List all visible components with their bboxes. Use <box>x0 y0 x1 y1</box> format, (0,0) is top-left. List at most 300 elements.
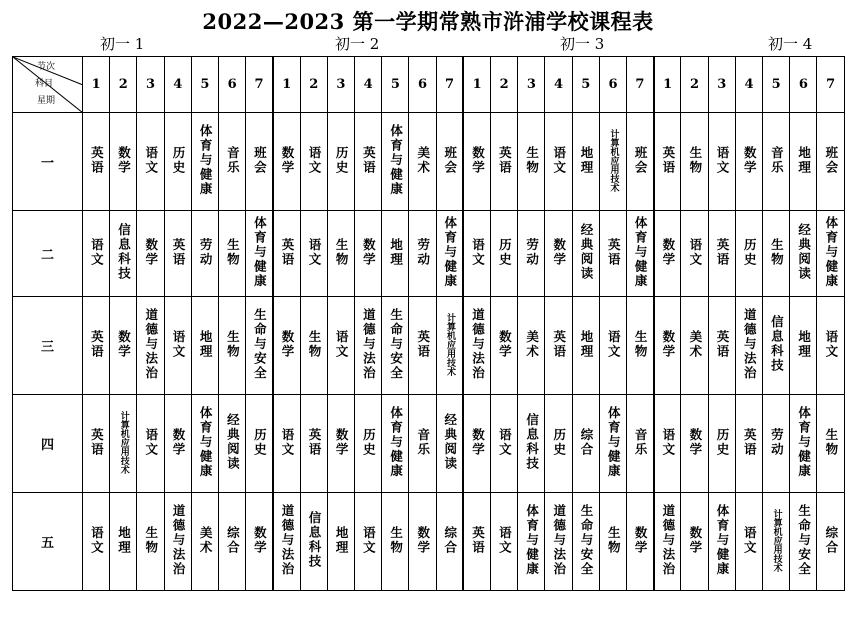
period-number: 2 <box>300 57 327 113</box>
subject-name: 信息科技 <box>769 315 785 373</box>
subject-name: 计算机应用技术 <box>444 312 455 376</box>
period-number: 4 <box>164 57 191 113</box>
subject-name: 历史 <box>170 145 186 175</box>
subject-cell <box>164 297 191 395</box>
subject-cell <box>436 493 463 591</box>
subject-name: 数学 <box>742 145 758 175</box>
corner-subject-label: 科目 <box>35 79 54 89</box>
subject-name: 地理 <box>579 145 594 175</box>
subject-cell <box>599 493 626 591</box>
subject-cell <box>463 395 490 493</box>
subject-cell <box>708 493 735 591</box>
subject-name: 历史 <box>551 427 567 457</box>
subject-cell <box>355 113 382 211</box>
subject-cell <box>463 113 490 211</box>
subject-name: 经典阅读 <box>579 223 594 281</box>
period-number: 3 <box>327 57 354 113</box>
subject-cell <box>599 113 626 211</box>
subject-name: 数学 <box>470 427 486 457</box>
period-number: 5 <box>382 57 409 113</box>
subject-cell <box>137 113 164 211</box>
subject-name: 数学 <box>334 427 350 457</box>
subject-cell <box>735 297 762 395</box>
subject-cell <box>327 493 354 591</box>
subject-cell <box>763 211 790 297</box>
subject-cell <box>627 297 654 395</box>
subject-cell <box>735 395 762 493</box>
subject-name: 数学 <box>633 525 649 555</box>
subject-cell <box>763 297 790 395</box>
subject-name: 语文 <box>551 145 567 175</box>
subject-cell <box>654 297 681 395</box>
subject-name: 体育与健康 <box>388 405 404 479</box>
subject-name: 英语 <box>742 427 758 457</box>
subject-name: 道德与法治 <box>170 503 186 577</box>
subject-name: 体育与健康 <box>442 215 458 289</box>
subject-cell <box>273 113 300 211</box>
subject-name: 美术 <box>415 145 431 175</box>
subject-name: 语文 <box>606 329 622 359</box>
subject-name: 体育与健康 <box>715 503 731 577</box>
subject-name: 数学 <box>415 525 431 555</box>
subject-name: 道德与法治 <box>742 307 758 381</box>
subject-cell <box>164 113 191 211</box>
subject-cell <box>300 211 327 297</box>
weekday-label: 五 <box>13 493 83 591</box>
subject-name: 语文 <box>334 329 350 359</box>
subject-name: 生物 <box>225 237 241 267</box>
subject-cell <box>681 211 708 297</box>
subject-name: 历史 <box>361 427 377 457</box>
period-number: 1 <box>654 57 681 113</box>
subject-name: 道德与法治 <box>660 503 676 577</box>
class-label-4: 初一 4 <box>768 35 813 53</box>
day-row <box>13 395 845 493</box>
subject-cell <box>627 211 654 297</box>
subject-cell <box>436 395 463 493</box>
subject-name: 语文 <box>715 145 731 175</box>
subject-name: 生命与安全 <box>796 503 812 577</box>
subject-cell <box>790 113 817 211</box>
subject-name: 音乐 <box>769 145 785 175</box>
class-label-1: 初一 1 <box>100 35 145 53</box>
subject-cell <box>436 113 463 211</box>
subject-name: 英语 <box>715 237 731 267</box>
subject-name: 体育与健康 <box>252 215 268 289</box>
subject-cell <box>246 493 273 591</box>
subject-name: 英语 <box>89 427 105 457</box>
subject-name: 英语 <box>660 145 676 175</box>
subject-name: 语文 <box>143 427 159 457</box>
subject-name: 生物 <box>606 525 622 555</box>
subject-name: 经典阅读 <box>796 223 812 281</box>
subject-name: 生命与安全 <box>579 503 594 577</box>
period-number: 4 <box>545 57 572 113</box>
subject-name: 体育与健康 <box>823 215 839 289</box>
subject-name: 数学 <box>687 427 703 457</box>
period-number: 6 <box>790 57 817 113</box>
period-number: 7 <box>436 57 463 113</box>
class-label-2: 初一 2 <box>335 35 380 53</box>
subject-name: 音乐 <box>415 427 431 457</box>
period-number: 1 <box>273 57 300 113</box>
subject-name: 数学 <box>660 237 676 267</box>
corner-header <box>13 57 83 113</box>
subject-name: 劳动 <box>524 237 540 267</box>
period-number: 7 <box>246 57 273 113</box>
subject-name: 英语 <box>470 525 486 555</box>
day-row <box>13 493 845 591</box>
subject-cell <box>463 297 490 395</box>
subject-cell <box>409 113 436 211</box>
subject-name: 经典阅读 <box>225 413 241 471</box>
subject-name: 体育与健康 <box>388 123 404 197</box>
subject-cell <box>790 211 817 297</box>
subject-name: 历史 <box>497 237 513 267</box>
subject-name: 数学 <box>170 427 186 457</box>
subject-name: 劳动 <box>415 237 431 267</box>
subject-name: 生物 <box>687 145 703 175</box>
period-number: 6 <box>599 57 626 113</box>
subject-cell <box>246 113 273 211</box>
subject-cell <box>83 113 110 211</box>
subject-name: 生物 <box>306 329 322 359</box>
subject-name: 英语 <box>551 329 567 359</box>
subject-cell <box>164 211 191 297</box>
subject-cell <box>219 493 246 591</box>
subject-cell <box>518 395 545 493</box>
subject-name: 道德与法治 <box>361 307 377 381</box>
subject-cell <box>681 297 708 395</box>
subject-cell <box>137 297 164 395</box>
subject-name: 英语 <box>715 329 731 359</box>
subject-cell <box>83 297 110 395</box>
subject-cell <box>545 211 572 297</box>
subject-cell <box>191 113 218 211</box>
subject-name: 语文 <box>89 525 105 555</box>
day-row <box>13 211 845 297</box>
subject-cell <box>572 113 599 211</box>
subject-cell <box>763 395 790 493</box>
subject-cell <box>355 395 382 493</box>
day-row <box>13 113 845 211</box>
subject-cell <box>763 493 790 591</box>
subject-cell <box>110 395 137 493</box>
subject-name: 计算机应用技术 <box>608 128 619 192</box>
period-number: 1 <box>83 57 110 113</box>
subject-name: 英语 <box>89 145 105 175</box>
subject-name: 生物 <box>823 427 839 457</box>
period-number: 1 <box>463 57 490 113</box>
class-label-3: 初一 3 <box>560 35 605 53</box>
subject-cell <box>273 211 300 297</box>
subject-cell <box>518 211 545 297</box>
subject-cell <box>246 297 273 395</box>
subject-name: 数学 <box>116 329 132 359</box>
subject-cell <box>191 297 218 395</box>
subject-cell <box>545 493 572 591</box>
weekday-label: 三 <box>13 297 83 395</box>
subject-name: 计算机应用技术 <box>771 508 782 572</box>
subject-cell <box>763 113 790 211</box>
subject-name: 数学 <box>497 329 513 359</box>
subject-cell <box>817 395 844 493</box>
subject-cell <box>708 113 735 211</box>
subject-cell <box>355 297 382 395</box>
subject-cell <box>735 211 762 297</box>
subject-cell <box>790 395 817 493</box>
subject-cell <box>572 297 599 395</box>
subject-name: 数学 <box>143 237 159 267</box>
subject-cell <box>572 211 599 297</box>
subject-name: 道德与法治 <box>470 307 486 381</box>
subject-cell <box>599 395 626 493</box>
subject-name: 美术 <box>198 525 214 555</box>
subject-name: 语文 <box>497 427 513 457</box>
subject-name: 综合 <box>225 525 241 555</box>
period-number: 4 <box>735 57 762 113</box>
subject-name: 语文 <box>89 237 105 267</box>
subject-cell <box>708 211 735 297</box>
subject-name: 地理 <box>116 525 132 555</box>
subject-cell <box>83 493 110 591</box>
period-number: 5 <box>572 57 599 113</box>
subject-name: 地理 <box>198 329 214 359</box>
subject-name: 劳动 <box>198 237 214 267</box>
subject-name: 劳动 <box>769 427 785 457</box>
subject-name: 生物 <box>769 237 785 267</box>
period-number: 5 <box>191 57 218 113</box>
subject-cell <box>654 113 681 211</box>
subject-cell <box>491 113 518 211</box>
subject-name: 语文 <box>823 329 839 359</box>
weekday-label: 四 <box>13 395 83 493</box>
subject-name: 语文 <box>470 237 486 267</box>
subject-cell <box>110 211 137 297</box>
subject-cell <box>518 493 545 591</box>
subject-name: 经典阅读 <box>442 413 458 471</box>
subject-name: 道德与法治 <box>551 503 567 577</box>
subject-name: 体育与健康 <box>198 405 214 479</box>
subject-cell <box>273 297 300 395</box>
subject-name: 班会 <box>252 145 268 175</box>
subject-cell <box>708 297 735 395</box>
subject-cell <box>735 493 762 591</box>
weekday-label: 一 <box>13 113 83 211</box>
subject-cell <box>382 395 409 493</box>
subject-name: 美术 <box>524 329 540 359</box>
subject-cell <box>300 395 327 493</box>
subject-name: 数学 <box>361 237 377 267</box>
subject-name: 英语 <box>361 145 377 175</box>
subject-cell <box>790 297 817 395</box>
period-number: 3 <box>518 57 545 113</box>
subject-cell <box>110 113 137 211</box>
subject-cell <box>191 493 218 591</box>
subject-cell <box>246 395 273 493</box>
subject-cell <box>572 395 599 493</box>
subject-name: 英语 <box>89 329 105 359</box>
period-number: 7 <box>627 57 654 113</box>
timetable <box>12 56 845 591</box>
subject-cell <box>83 211 110 297</box>
period-number: 6 <box>409 57 436 113</box>
period-number: 3 <box>137 57 164 113</box>
subject-cell <box>491 493 518 591</box>
subject-name: 综合 <box>442 525 458 555</box>
subject-cell <box>110 493 137 591</box>
subject-cell <box>219 211 246 297</box>
subject-name: 计算机应用技术 <box>118 410 129 474</box>
subject-name: 体育与健康 <box>633 215 649 289</box>
subject-cell <box>219 113 246 211</box>
subject-name: 体育与健康 <box>606 405 622 479</box>
subject-name: 语文 <box>143 145 159 175</box>
subject-cell <box>681 113 708 211</box>
subject-name: 美术 <box>687 329 703 359</box>
subject-name: 语文 <box>306 237 322 267</box>
subject-cell <box>654 395 681 493</box>
period-number: 7 <box>817 57 844 113</box>
subject-name: 生命与安全 <box>388 307 404 381</box>
subject-cell <box>191 211 218 297</box>
subject-cell <box>273 493 300 591</box>
subject-name: 英语 <box>415 329 431 359</box>
subject-cell <box>681 395 708 493</box>
period-number: 2 <box>491 57 518 113</box>
corner-weekday-label: 星期 <box>37 96 56 106</box>
subject-name: 生物 <box>388 525 404 555</box>
subject-name: 综合 <box>579 427 594 457</box>
subject-name: 语文 <box>170 329 186 359</box>
subject-cell <box>572 493 599 591</box>
period-number: 5 <box>763 57 790 113</box>
subject-cell <box>545 113 572 211</box>
subject-cell <box>327 113 354 211</box>
subject-cell <box>219 297 246 395</box>
subject-cell <box>436 211 463 297</box>
subject-name: 综合 <box>823 525 839 555</box>
subject-cell <box>817 297 844 395</box>
subject-cell <box>409 395 436 493</box>
subject-cell <box>273 395 300 493</box>
subject-cell <box>409 297 436 395</box>
subject-cell <box>382 493 409 591</box>
subject-cell <box>110 297 137 395</box>
subject-cell <box>518 113 545 211</box>
period-number: 4 <box>355 57 382 113</box>
subject-cell <box>246 211 273 297</box>
subject-cell <box>790 493 817 591</box>
day-row <box>13 297 845 395</box>
subject-name: 道德与法治 <box>280 503 296 577</box>
subject-name: 历史 <box>742 237 758 267</box>
subject-cell <box>382 211 409 297</box>
subject-name: 体育与健康 <box>198 123 214 197</box>
subject-name: 英语 <box>497 145 513 175</box>
subject-cell <box>327 395 354 493</box>
subject-name: 生物 <box>633 329 649 359</box>
subject-cell <box>137 395 164 493</box>
subject-name: 数学 <box>280 329 296 359</box>
subject-name: 数学 <box>470 145 486 175</box>
subject-name: 音乐 <box>633 427 649 457</box>
subject-name: 语文 <box>742 525 758 555</box>
subject-name: 体育与健康 <box>524 503 540 577</box>
subject-name: 地理 <box>579 329 594 359</box>
subject-cell <box>137 211 164 297</box>
subject-name: 班会 <box>633 145 649 175</box>
subject-name: 道德与法治 <box>143 307 159 381</box>
subject-cell <box>627 113 654 211</box>
subject-cell <box>491 211 518 297</box>
subject-cell <box>436 297 463 395</box>
subject-cell <box>191 395 218 493</box>
subject-name: 生物 <box>334 237 350 267</box>
subject-name: 语文 <box>306 145 322 175</box>
subject-cell <box>817 493 844 591</box>
subject-cell <box>137 493 164 591</box>
subject-cell <box>409 211 436 297</box>
subject-cell <box>599 211 626 297</box>
page-title: 2022—2023 第一学期常熟市浒浦学校课程表 <box>202 9 654 34</box>
subject-name: 班会 <box>823 145 839 175</box>
subject-cell <box>327 297 354 395</box>
subject-name: 英语 <box>280 237 296 267</box>
period-number: 6 <box>219 57 246 113</box>
subject-name: 班会 <box>442 145 458 175</box>
subject-cell <box>654 211 681 297</box>
subject-name: 信息科技 <box>306 511 322 569</box>
subject-cell <box>627 493 654 591</box>
subject-name: 生物 <box>143 525 159 555</box>
subject-cell <box>817 211 844 297</box>
subject-cell <box>219 395 246 493</box>
subject-cell <box>681 493 708 591</box>
period-number: 2 <box>110 57 137 113</box>
subject-name: 地理 <box>334 525 350 555</box>
subject-cell <box>300 297 327 395</box>
subject-cell <box>735 113 762 211</box>
subject-name: 语文 <box>660 427 676 457</box>
subject-name: 历史 <box>715 427 731 457</box>
subject-name: 生物 <box>225 329 241 359</box>
subject-cell <box>817 113 844 211</box>
subject-name: 语文 <box>687 237 703 267</box>
subject-cell <box>627 395 654 493</box>
subject-cell <box>491 297 518 395</box>
subject-cell <box>654 493 681 591</box>
corner-period-label: 节次 <box>37 62 56 72</box>
subject-name: 语文 <box>280 427 296 457</box>
subject-cell <box>83 395 110 493</box>
subject-name: 地理 <box>796 145 812 175</box>
subject-name: 信息科技 <box>116 223 132 281</box>
subject-cell <box>300 493 327 591</box>
subject-cell <box>491 395 518 493</box>
subject-cell <box>599 297 626 395</box>
subject-name: 生命与安全 <box>252 307 268 381</box>
subject-cell <box>355 493 382 591</box>
subject-cell <box>164 493 191 591</box>
subject-name: 英语 <box>306 427 322 457</box>
subject-cell <box>545 395 572 493</box>
subject-cell <box>463 211 490 297</box>
subject-name: 历史 <box>252 427 268 457</box>
subject-name: 数学 <box>687 525 703 555</box>
subject-name: 数学 <box>551 237 567 267</box>
subject-name: 地理 <box>388 237 404 267</box>
